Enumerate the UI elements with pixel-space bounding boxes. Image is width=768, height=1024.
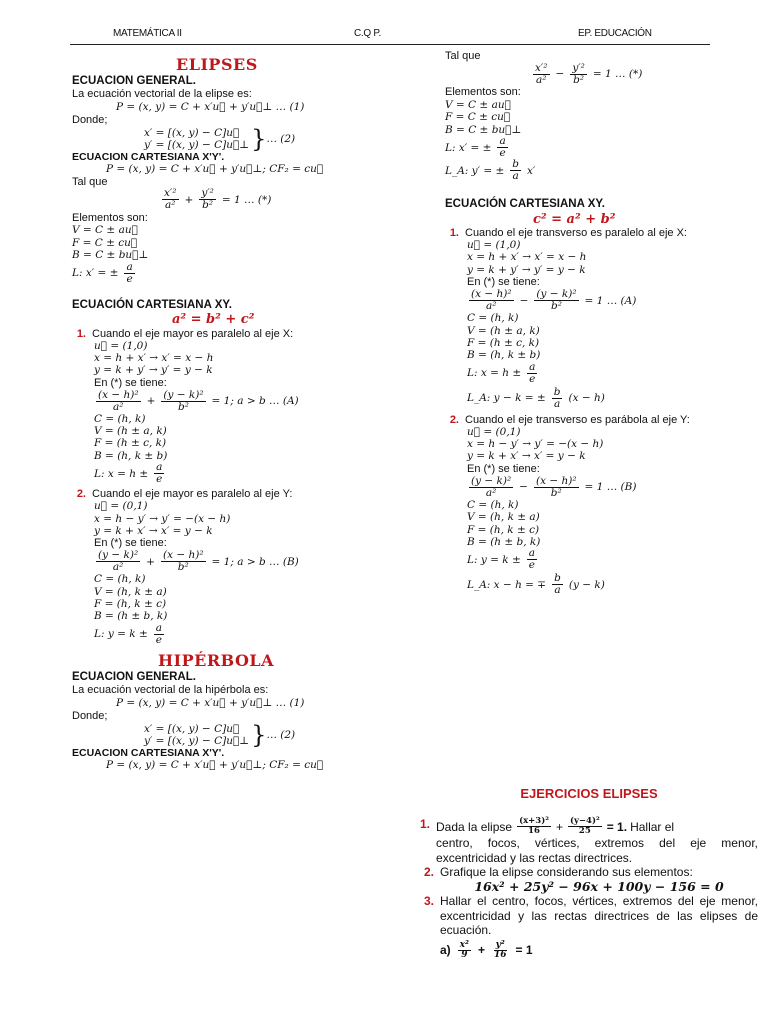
ellipse-relation: a² = b² + c² — [172, 312, 255, 328]
exercises-title: EJERCICIOS ELIPSES — [520, 786, 658, 801]
case-1: 1. Cuando el eje mayor es paralelo al eje X: — [76, 327, 294, 340]
element-focus: F = C ± cu⃗ — [72, 236, 138, 249]
eq2-tag: … (2) — [266, 132, 296, 145]
h-element-directrix: L: x′ = ± $\frac{a}{e}$ — [445, 135, 506, 160]
element-b: B = C ± bu⃗⊥ — [72, 249, 149, 262]
hyperbola-cartesian-heading: ECUACION CARTESIANA X'Y'. — [72, 746, 225, 759]
general-eq-heading: ECUACION GENERAL. — [72, 74, 196, 87]
h-element-b: B = C ± bu⃗⊥ — [445, 123, 522, 136]
case-1-body: u⃗ = (1,0) x = h + x′ → x′ = x − h y = k + y′ → y′ = y − k En (*) se tiene: $\frac{\text{(x − h)²}}{\text{a²}}$ + $\frac{\text{(y − k)²}}{\text{b²}}$ = 1; a > b … (A) C = (h, k) V = (h ± a, k) F = (h ± c, k) B = (h, k ± b) L: x = h ± $\frac{a}{e}$ — [72, 340, 412, 486]
xprime-eq: x′ = [(x, y) − C]u⃗ — [144, 126, 240, 139]
hyperbola-relation: c² = a² + b² — [533, 211, 616, 227]
case-2-equation: $\frac{\text{(y − k)²}}{\text{a²}}$ + $\frac{\text{(x − h)²}}{\text{b²}}$ = 1; a > b … (B) — [98, 549, 299, 574]
hyperbola-general-text: La ecuación vectorial de la hipérbola es: — [72, 684, 269, 697]
yprime-eq: y′ = [(x, y) − C]u⃗⊥ — [144, 138, 250, 151]
case-2: 2. Cuando el eje mayor es paralelo al eje Y: — [76, 488, 293, 501]
tal-que-label: Tal que — [445, 50, 481, 62]
hyperbola-standard-form: $\frac{\text{x′²}}{\text{a²}}$ − $\frac{\text{y′²}}{\text{b²}}$ = 1 … (*) — [535, 61, 643, 86]
elements-label: Elementos son: — [72, 211, 148, 224]
h-case-1: 1. Cuando el eje transverso es paralelo al eje X: — [449, 227, 687, 240]
exercises-section — [420, 786, 758, 960]
hyperbola-coordinate-system: x′ = [(x, y) − C]u⃗ y′ = [(x, y) − C]u⃗⊥ } … (2) — [144, 720, 296, 749]
standard-form-eq: $\frac{\text{x′²}}{\text{a²}}$ + $\frac{\text{y′²}}{\text{b²}}$ = 1 … (*) — [164, 187, 272, 212]
header-course: MATEMÁTICA II — [113, 28, 182, 39]
tal-que-label: Tal que — [72, 175, 108, 188]
general-eq-text: La ecuación vectorial de la elipse es: — [72, 88, 252, 101]
elements-label: Elementos son: — [445, 86, 521, 98]
exercise-2: 2. Grafique la elipse considerando sus elementos: 16x² + 25y² − 96x + 100y − 156 = 0 — [423, 864, 724, 895]
h-case-2: 2. Cuando el eje transverso es parábola al eje Y: — [449, 413, 690, 426]
h-element-focus: F = C ± cu⃗ — [445, 111, 511, 124]
left-column — [72, 56, 412, 771]
case-1-equation: $\frac{\text{(x − h)²}}{\text{a²}}$ + $\frac{\text{(y − k)²}}{\text{b²}}$ = 1; a > b … (A) — [98, 388, 299, 413]
h-element-asymptote: L_A: y′ = ± $\frac{b}{a}$ x′ — [445, 158, 536, 183]
section-title-ellipses: ELIPSES — [176, 55, 258, 74]
h-element-vertex: V = C ± au⃗ — [445, 98, 511, 111]
element-vertex: V = C ± au⃗ — [72, 224, 138, 237]
exercise-3: 3. Hallar el centro, focos, vértices, extremos del eje menor, excentricidad y las rectas directrices de las elipses de ecuación. a) $\frac{\text{x²}}{9}$ + $\frac{\text{y²}}{16}$ = 1 — [423, 894, 758, 960]
cartesian-xy-prime-heading: ECUACION CARTESIANA X'Y'. — [72, 150, 225, 163]
coordinate-system: x′ = [(x, y) − C]u⃗ y′ = [(x, y) − C]u⃗⊥ } … (2) — [144, 124, 296, 153]
case-2-body: u⃗ = (0,1) x = h − y′ → y′ = −(x − h) y = k + x′ → x′ = y − k En (*) se tiene: $\frac{\text{(y − k)²}}{\text{a²}}$ + $\frac{\text{(x − h)²}}{\text{b²}}$ = 1; a > b … (B) C = (h, k) V = (h, k ± a) F = (h, k ± c) B = (h ± b, k) L: y = k ± $\frac{a}{e}$ — [72, 500, 412, 646]
header-author: C.Q P. — [354, 28, 381, 39]
hyperbola-vector-eq: P = (x, y) = C + x′u⃗ + y′u⃗⊥ … (1) — [116, 697, 305, 710]
section-title-hyperbola: HIPÉRBOLA — [158, 650, 275, 670]
element-directrix: L: x′ = ± $\frac{a}{e}$ — [72, 260, 133, 285]
cartesian-xy-heading: ECUACIÓN CARTESIANA XY. — [72, 298, 232, 311]
hyperbola-cartesian-eq: P = (x, y) = C + x′u⃗ + y′u⃗⊥; CF₂ = cu⃗ — [106, 758, 324, 771]
h-case-2-body: u⃗ = (0,1) x = h − y′ → y′ = −(x − h) y = k + x′ → x′ = y − k En (*) se tiene: $\frac{\text{(y − k)²}}{\text{a²}}$ − $\frac{\text{(x − h)²}}{\text{b²}}$ = 1 … (B) C = (h, k) V = (h, k ± a) F = (h, k ± c) B = (h ± b, k) L: y = k ± $\frac{a}{e}$ L_A: x − h = ∓ $\frac{b}{a}$ (y − k) — [467, 425, 637, 597]
header-rule — [70, 44, 710, 45]
hyperbola-general-heading: ECUACION GENERAL. — [72, 670, 196, 683]
cartesian-eq: P = (x, y) = C + x′u⃗ + y′u⃗⊥; CF₂ = cu⃗ — [106, 163, 324, 176]
vector-equation: P = (x, y) = C + x′u⃗ + y′u⃗⊥ … (1) — [116, 101, 305, 114]
page-header — [0, 28, 768, 44]
h-case-1-body: u⃗ = (1,0) x = h + x′ → x′ = x − h y = k + y′ → y′ = y − k En (*) se tiene: $\frac{\text{(x − h)²}}{\text{a²}}$ − $\frac{\text{(y − k)²}}{\text{b²}}$ = 1 … (A) C = (h, k) V = (h ± a, k) F = (h ± c, k) B = (h, k ± b) L: x = h ± $\frac{a}{e}$ L_A: y − k = ± $\frac{b}{a}$ (x − h) — [467, 239, 637, 410]
h-cartesian-xy-heading: ECUACIÓN CARTESIANA XY. — [445, 198, 605, 211]
hyperbola-donde: Donde; — [72, 709, 108, 722]
header-school: EP. EDUCACIÓN — [578, 28, 652, 39]
donde-label: Donde; — [72, 113, 108, 126]
exercise-1: 1. Dada la elipse $\frac{\text{(x+3)²}}{16}$ + $\frac{\text{(y−4)²}}{25}$ = 1. Hallar el centro, focos, vértices, extremos del eje menor, excentricidad y las rectas directrices. — [420, 816, 758, 865]
right-column — [445, 50, 765, 596]
